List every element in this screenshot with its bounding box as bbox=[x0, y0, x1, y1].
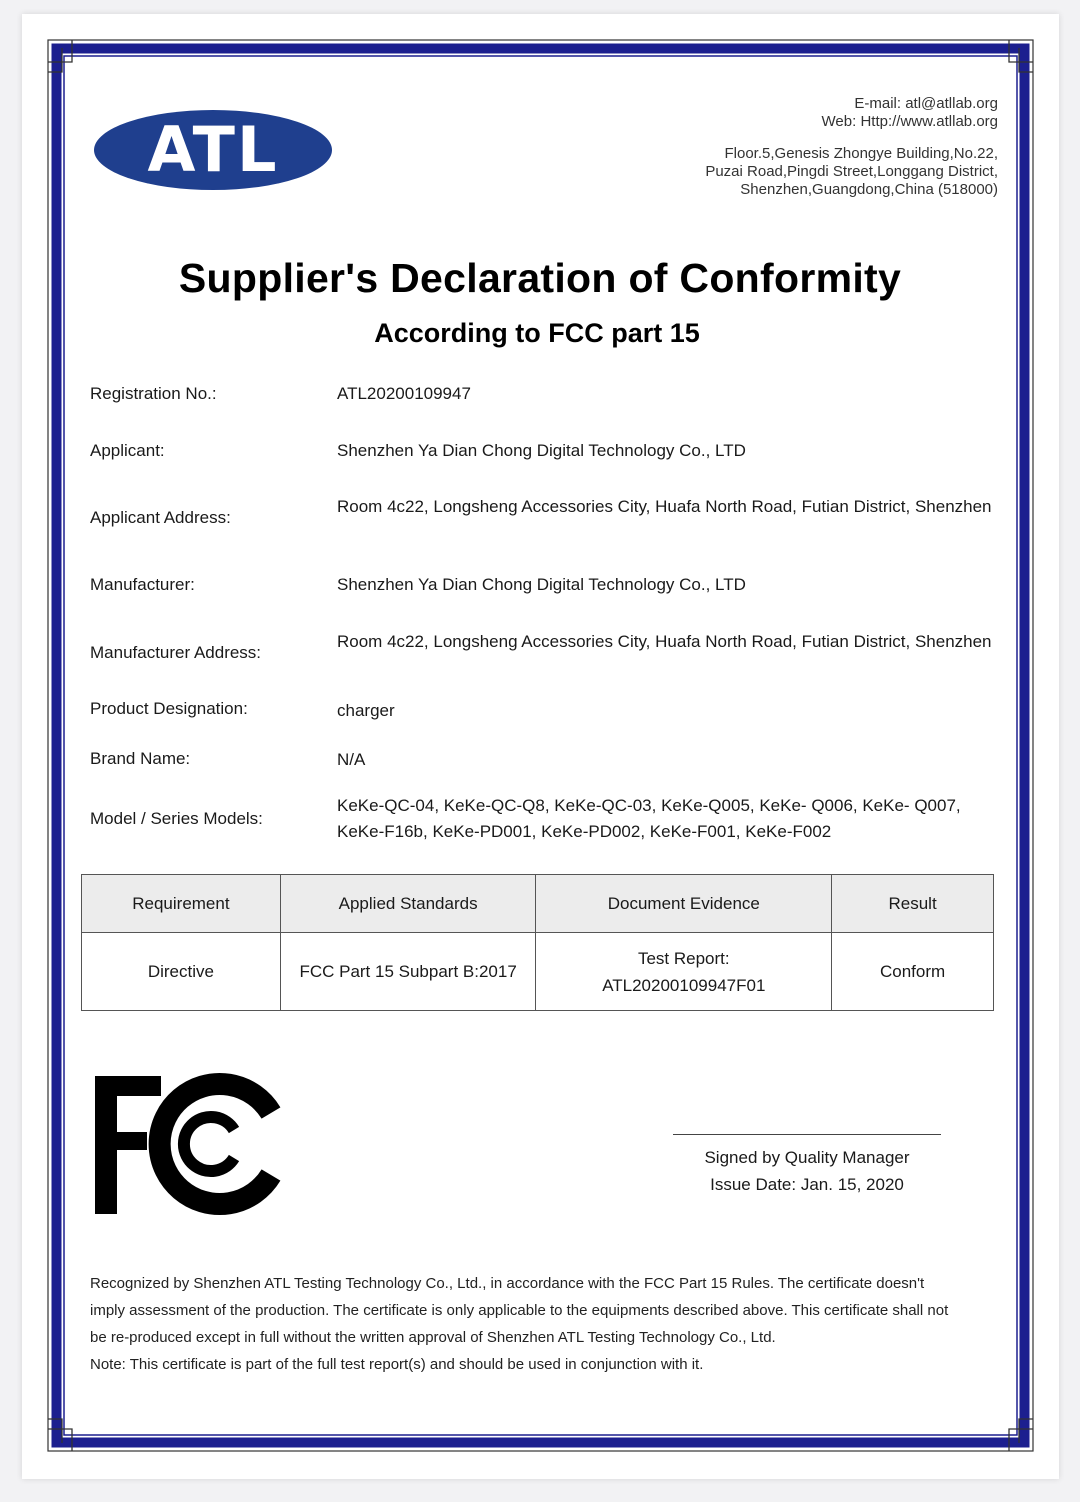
document-title: Supplier's Declaration of Conformity bbox=[178, 255, 902, 301]
issue-date-text: Issue Date: Jan. 15, 2020 bbox=[710, 1175, 904, 1194]
models-label: Model / Series Models: bbox=[90, 809, 263, 828]
signed-by-text: Signed by Quality Manager bbox=[704, 1148, 910, 1167]
address-line-2: Puzai Road,Pingdi Street,Longgang District, bbox=[705, 163, 998, 180]
manufacturer-address-value: Room 4c22, Longsheng Accessories City, Huafa North Road, Futian District, Shenzhen bbox=[337, 632, 992, 651]
contact-web: Web: Http://www.atllab.org bbox=[821, 113, 998, 130]
contact-block bbox=[705, 95, 998, 199]
cell-result: Conform bbox=[832, 933, 994, 1011]
applicant-value: Shenzhen Ya Dian Chong Digital Technology Co., LTD bbox=[337, 441, 746, 460]
footer-line-3: be re-produced except in full without the written approval of Shenzhen ATL Testing Technology Co., Ltd. bbox=[90, 1329, 776, 1346]
brand-name-value: N/A bbox=[337, 750, 366, 769]
cell-standard: FCC Part 15 Subpart B:2017 bbox=[280, 933, 536, 1011]
evidence-line-1: Test Report: bbox=[637, 948, 730, 968]
atl-logo bbox=[92, 108, 334, 192]
registration-label: Registration No.: bbox=[90, 384, 217, 403]
product-designation-label: Product Designation: bbox=[90, 699, 248, 718]
header-document-evidence: Document Evidence bbox=[536, 875, 832, 933]
signature-line bbox=[673, 1134, 941, 1135]
footer-line-1: Recognized by Shenzhen ATL Testing Technology Co., Ltd., in accordance with the FCC Part 15 Rules. The certificate doesn't bbox=[90, 1275, 925, 1292]
evidence-line-2: ATL20200109947F01 bbox=[602, 975, 766, 995]
registration-value: ATL20200109947 bbox=[337, 384, 471, 403]
footer-note: Note: This certificate is part of the full test report(s) and should be used in conjunction with it. bbox=[90, 1356, 704, 1373]
standards-table bbox=[81, 874, 994, 1011]
manufacturer-value: Shenzhen Ya Dian Chong Digital Technology Co., LTD bbox=[337, 575, 746, 594]
product-designation-value: charger bbox=[337, 701, 395, 720]
cell-requirement: Directive bbox=[82, 933, 281, 1011]
header-applied-standards: Applied Standards bbox=[280, 875, 536, 933]
footer-text bbox=[90, 1270, 995, 1378]
applicant-address-value: Room 4c22, Longsheng Accessories City, Huafa North Road, Futian District, Shenzhen bbox=[337, 497, 992, 516]
document-subtitle: According to FCC part 15 bbox=[374, 318, 700, 348]
header-result: Result bbox=[832, 875, 994, 933]
certificate-sheet bbox=[22, 14, 1059, 1479]
header-requirement: Requirement bbox=[82, 875, 281, 933]
applicant-label: Applicant: bbox=[90, 441, 165, 460]
signature-block bbox=[673, 1144, 941, 1198]
address-line-1: Floor.5,Genesis Zhongye Building,No.22, bbox=[724, 145, 998, 162]
footer-line-2: imply assessment of the production. The certificate is only applicable to the equipments described above. This certificate shall not bbox=[90, 1302, 949, 1319]
cell-evidence bbox=[536, 933, 832, 1011]
manufacturer-address-label: Manufacturer Address: bbox=[90, 643, 262, 662]
atl-logo-text: ATL bbox=[147, 113, 279, 186]
fcc-logo bbox=[92, 1072, 287, 1217]
table-row bbox=[82, 933, 994, 1011]
brand-name-label: Brand Name: bbox=[90, 749, 191, 768]
contact-email: E-mail: atl@atllab.org bbox=[854, 95, 998, 112]
applicant-address-label: Applicant Address: bbox=[90, 508, 231, 527]
address-line-3: Shenzhen,Guangdong,China (518000) bbox=[740, 181, 998, 198]
table-header-row bbox=[82, 875, 994, 933]
models-value: KeKe-QC-04, KeKe-QC-Q8, KeKe-QC-03, KeKe-Q005, KeKe- Q006, KeKe- Q007, KeKe-F16b, KeKe-PD001, KeKe-PD002, KeKe-F001, KeKe-F002 bbox=[337, 796, 961, 841]
manufacturer-label: Manufacturer: bbox=[90, 575, 195, 594]
